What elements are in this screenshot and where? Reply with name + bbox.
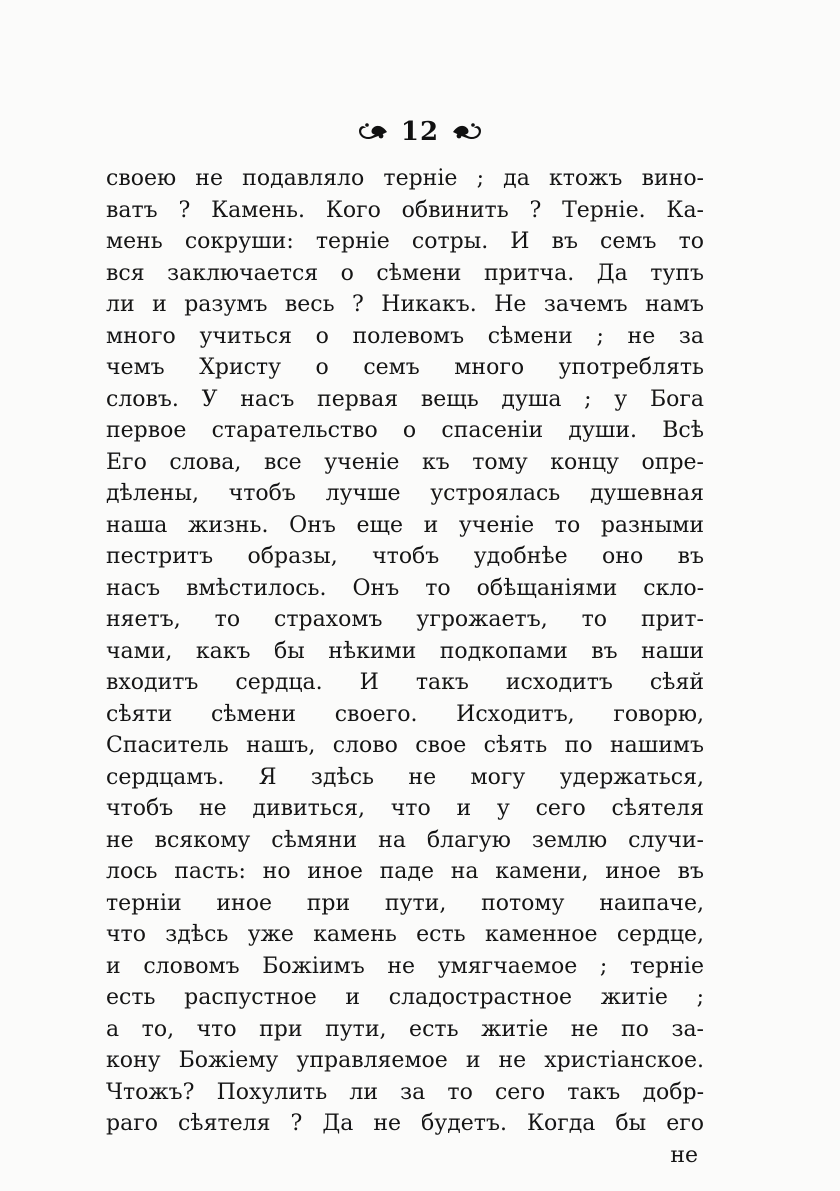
text-line: ли и разумъ весь ? Никакъ. Не зачемъ намъ: [106, 292, 704, 317]
text-line: насъ вмѣстилось. Онъ то обѣщаніями скло-: [106, 575, 704, 601]
text-line: не: [670, 1142, 698, 1168]
text-line: дѣлены, чтобъ лучше устроялась душевная: [106, 481, 704, 506]
text-line: входитъ сердца. И такъ исходитъ сѣяй: [106, 670, 704, 695]
text-line: чемъ Христу о семъ много употреблять: [106, 355, 704, 380]
text-line: раго сѣятеля ? Да не будетъ. Когда бы его: [106, 1111, 704, 1136]
page-header: [0, 112, 840, 152]
text-line: и словомъ Божіимъ не умягчаемое ; терніе: [106, 953, 704, 979]
text-line: что здѣсь уже камень есть каменное сердце,: [106, 922, 704, 947]
text-line: Его слова, все ученіе къ тому концу опре-: [106, 449, 704, 475]
text-line: мень сокруши: терніе сотры. И въ семъ то: [106, 229, 704, 254]
text-line: терніи иное при пути, потому наипаче,: [106, 890, 704, 916]
text-line: чами, какъ бы нѣкими подкопами въ наши: [106, 638, 704, 664]
text-line: много учиться о полевомъ сѣмени ; не за: [106, 323, 704, 349]
text-line: а то, что при пути, есть житіе не по за-: [106, 1016, 704, 1042]
text-line: няетъ, то страхомъ угрожаетъ, то прит-: [106, 607, 704, 632]
text-line: ватъ ? Камень. Кого обвинить ? Терніе. Ка-: [106, 197, 704, 223]
text-line: лось пасть: но иное паде на камени, иное въ: [106, 859, 704, 884]
text-line: своею не подавляло терніе ; да ктожъ вино-: [106, 166, 704, 191]
text-line: первое старательство о спасеніи души. Всѣ: [106, 418, 704, 443]
text-line: Чтожъ? Похулить ли за то сего такъ добр-: [106, 1079, 704, 1105]
page-number: 12: [400, 117, 440, 147]
text-line: Спаситель нашъ, слово свое сѣять по нашимъ: [106, 733, 704, 758]
text-line: сердцамъ. Я здѣсь не могу удержаться,: [106, 764, 704, 790]
text-line: есть распустное и сладострастное житіе ;: [106, 985, 704, 1010]
text-line: не всякому сѣмяни на благую землю случи-: [106, 827, 704, 853]
text-line: словъ. У насъ первая вещь душа ; у Бога: [106, 386, 704, 412]
body-text: [106, 163, 704, 1171]
text-line: вся заключается о сѣмени притча. Да тупъ: [106, 260, 704, 286]
left-ornament-icon: [357, 120, 391, 144]
text-line: наша жизнь. Онъ еще и ученіе то разными: [106, 512, 704, 538]
right-ornament-icon: [449, 120, 483, 144]
text-line: сѣяти сѣмени своего. Исходитъ, говорю,: [106, 701, 704, 727]
text-line: пестритъ образы, чтобъ удобнѣе оно въ: [106, 544, 704, 569]
text-line: чтобъ не дивиться, что и у сего сѣятеля: [106, 796, 704, 821]
text-line: кону Божіему управляемое и не христіанское.: [106, 1048, 704, 1073]
